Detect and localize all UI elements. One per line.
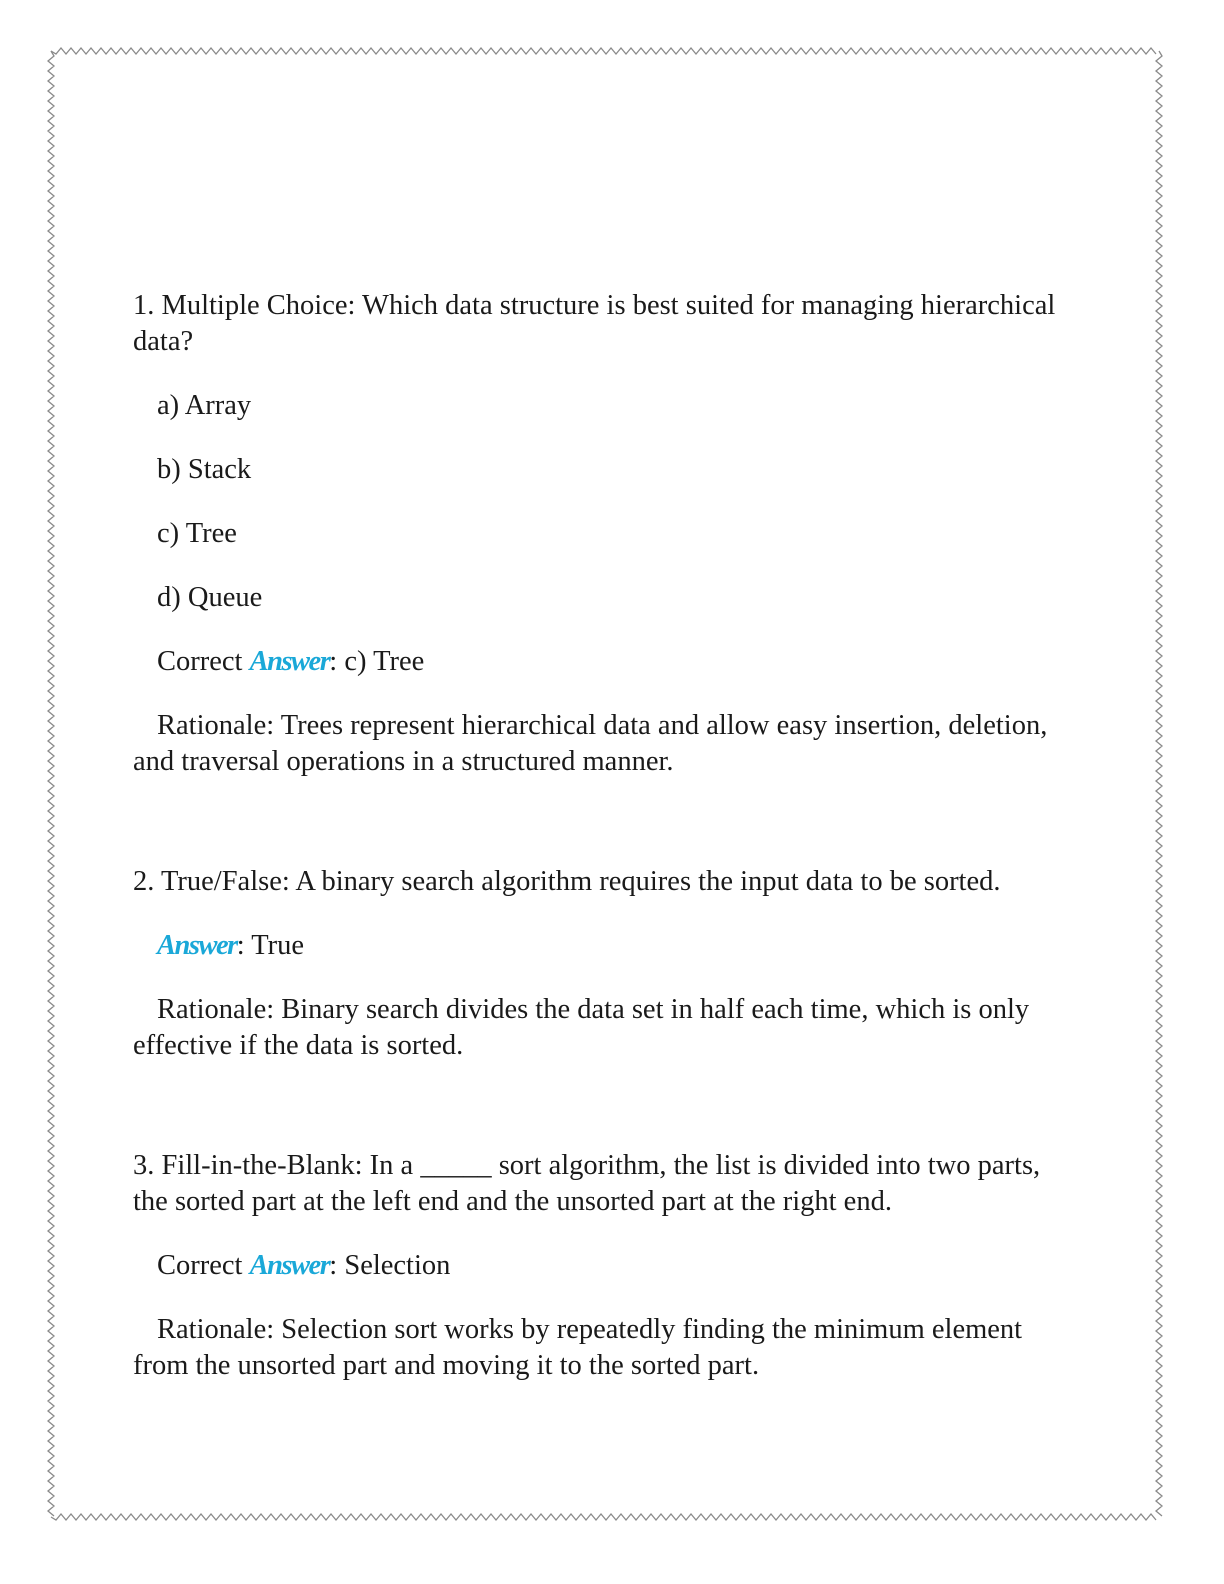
answer-prefix: Correct [157, 1250, 250, 1281]
question-1-rationale: Rationale: Trees represent hierarchical data and allow easy insertion, deletion, and traversal operations in a structured manner. [133, 710, 1048, 777]
answer-prefix: Correct [157, 646, 250, 677]
quiz-content [133, 288, 1073, 1384]
answer-value: : True [236, 930, 305, 961]
answer-label: Answer [157, 930, 237, 961]
question-1-option-d: d) Queue [157, 582, 263, 613]
question-2-rationale: Rationale: Binary search divides the data set in half each time, which is only effective if the data is sorted. [133, 994, 1030, 1061]
question-1-option-a: a) Array [157, 390, 252, 421]
question-1-option-c: c) Tree [157, 518, 237, 549]
answer-label: Answer [249, 1250, 330, 1281]
question-2-title: 2. True/False: A binary search algorithm requires the input data to be sorted. [133, 866, 1001, 897]
question-2-answer [133, 928, 1073, 964]
border-zigzag-line [51, 48, 1156, 54]
question-1-title: 1. Multiple Choice: Which data structure is best suited for managing hierarchical data? [133, 290, 1056, 357]
border-zigzag-line [48, 51, 54, 1516]
question-3-answer [133, 1248, 1073, 1284]
border-zigzag-line [1156, 51, 1162, 1516]
question-3-title: 3. Fill-in-the-Blank: In a _____ sort algorithm, the list is divided into two parts, the sorted part at the left end and the unsorted part at the right end. [133, 1150, 1041, 1217]
question-1-answer [133, 644, 1073, 680]
answer-label: Answer [249, 646, 330, 677]
border-zigzag-line [51, 1514, 1156, 1520]
question-3-rationale: Rationale: Selection sort works by repeatedly finding the minimum element from the unsorted part and moving it to the sorted part. [133, 1314, 1023, 1381]
question-1-option-b: b) Stack [157, 454, 252, 485]
answer-value: : c) Tree [329, 646, 425, 677]
answer-value: : Selection [329, 1250, 451, 1281]
